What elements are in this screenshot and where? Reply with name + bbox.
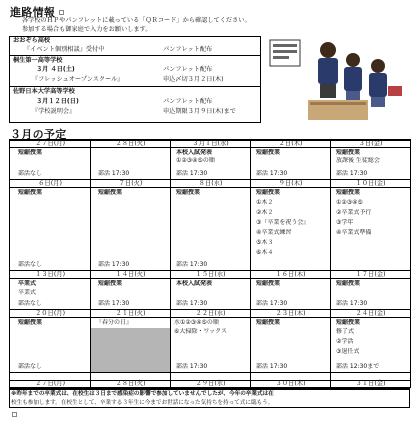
sano-deadline: 申込期限３月９日(木)まで bbox=[163, 108, 236, 115]
date-header: １７日(金) bbox=[355, 271, 386, 278]
date-header: ３０日(木) bbox=[275, 380, 306, 387]
schedule-cell-text: ④卒業式練習 bbox=[256, 229, 292, 236]
schedule-cell-text: 部活なし bbox=[18, 300, 43, 307]
schedule-cell-text: 短縮授業 bbox=[336, 319, 361, 326]
schedule-cell-text: 短縮授業 bbox=[336, 189, 361, 196]
sano-pamphlet: パンフレット配布 bbox=[163, 98, 213, 105]
schedule-cell-text: ②卒業式予行 bbox=[336, 209, 372, 216]
date-header: ２９日(水) bbox=[195, 380, 226, 387]
kiryu-pamphlet: パンフレット配布 bbox=[163, 66, 213, 73]
schedule-cell-text: 部活なし bbox=[18, 170, 43, 177]
schedule-cell-text: 短縮授業 bbox=[256, 149, 281, 156]
schedule-cell-text: 短縮授業 bbox=[18, 149, 43, 156]
schedule-cell-text: 部活 17:30 bbox=[98, 170, 130, 177]
schedule-cell-text: 水①②③④⑤の順 bbox=[174, 319, 219, 326]
holiday-shade bbox=[91, 328, 170, 372]
date-header: ２８日(火) bbox=[115, 140, 146, 147]
schedule-cell-text: ②学活 bbox=[336, 338, 354, 345]
date-header: ２２日(水) bbox=[195, 310, 226, 317]
schedule-cell-text: 部活なし bbox=[18, 363, 43, 370]
oozora-event: 『イベント個別相談』受付中 bbox=[24, 46, 105, 53]
schedule-cell-text: ⑤木３ bbox=[256, 239, 274, 246]
schedule-cell-text: ③退任式 bbox=[336, 348, 360, 355]
schedule-cell-text: ①②③④⑤ bbox=[336, 199, 363, 206]
date-header: １５日(水) bbox=[195, 271, 226, 278]
schedule-cell-text: 短縮授業 bbox=[18, 319, 43, 326]
school-name-oozora: おおぞら高校 bbox=[13, 37, 51, 44]
schedule-cell-text: 修了式 bbox=[336, 328, 355, 335]
schedule-cell-text: 部活なし bbox=[18, 261, 43, 268]
section-title-career: 進路情報 bbox=[10, 6, 56, 19]
anchor-mark-icon bbox=[59, 10, 64, 15]
schedule-cell-text: 短縮授業 bbox=[256, 280, 281, 287]
schedule-cell-text: 本校入試発表 bbox=[176, 149, 213, 156]
schedule-cell-text: 短縮授業 bbox=[98, 189, 123, 196]
schedule-cell-text: 短縮授業 bbox=[18, 189, 43, 196]
schedule-cell-text: 卒業式 bbox=[18, 280, 37, 287]
date-header: １４日(火) bbox=[115, 271, 146, 278]
schedule-cell-text: 部活 17:30 bbox=[176, 300, 208, 307]
schedule-cell-text: 短縮授業 bbox=[256, 319, 281, 326]
schedule-cell-text: 短縮授業 bbox=[98, 280, 123, 287]
schedule-cell-text: 卒業式 bbox=[18, 289, 37, 296]
schedule-cell-text: 部活 17:30 bbox=[256, 300, 288, 307]
paragraph-mark-icon bbox=[12, 412, 17, 417]
date-header: ２３日(木) bbox=[275, 310, 306, 317]
schedule-cell-text: 部活 17:30 bbox=[176, 261, 208, 268]
schedule-cell-text: 部活 12:30まで bbox=[336, 363, 380, 370]
schedule-cell-text: 短縮授業 bbox=[256, 189, 281, 196]
school-name-sano: 佐野日本大学高等学校 bbox=[13, 88, 75, 95]
date-header: ８日(水) bbox=[198, 180, 223, 187]
sano-date: ３月１２日(日) bbox=[36, 98, 79, 105]
date-header: ９日(木) bbox=[278, 180, 303, 187]
oozora-pamphlet: パンフレット配布 bbox=[163, 46, 213, 53]
schedule-cell-text: 部活 17:30 bbox=[98, 300, 130, 307]
date-header: １６日(木) bbox=[275, 271, 306, 278]
schedule-cell-text: 本校入試発表 bbox=[176, 280, 213, 287]
date-header: ２７日(月) bbox=[34, 380, 66, 387]
schedule-cell-text: 部活 17:30 bbox=[176, 363, 208, 370]
school-name-kiryu: 桐生第一高等学校 bbox=[13, 57, 63, 64]
date-header: ７日(火) bbox=[118, 180, 143, 187]
footer-note-line-1: ※昨年までの卒業式は、在校生は３日まで感染症の影響で参加していませんでしたが、今年の卒業式は在 bbox=[11, 391, 274, 397]
schedule-cell-text: 部活 17:30 bbox=[256, 170, 288, 177]
intro-line-1: 各学校のＨＰやパンフレットに載っている「ＱＲコード」から確認してください。 bbox=[22, 17, 251, 24]
schedule-cell-text: 放課後 生徒総会 bbox=[336, 157, 380, 164]
schedule-cell-text: ④卒業式準備 bbox=[336, 229, 372, 236]
schedule-cell-text: 部活 17:30 bbox=[336, 170, 368, 177]
date-header: ３日(金) bbox=[358, 140, 383, 147]
schedule-cell-text: 短縮授業 bbox=[176, 189, 201, 196]
date-header: ３１日(金) bbox=[355, 380, 386, 387]
kiryu-date: ３月 ４日(土) bbox=[36, 66, 75, 73]
schedule-cell-text: ②木２ bbox=[256, 209, 274, 216]
kiryu-deadline: 申込〆切３月２日(木) bbox=[163, 76, 224, 83]
kiryu-event: 『フレッシュオープンスクール』 bbox=[32, 76, 124, 83]
schedule-cell-text: 部活 17:30 bbox=[98, 261, 130, 268]
date-header: ２７日(月) bbox=[34, 140, 66, 147]
date-header: １３日(月) bbox=[34, 271, 66, 278]
schedule-cell-text: 短縮授業 bbox=[336, 280, 361, 287]
schedule-cell-text: ①木２ bbox=[256, 199, 274, 206]
sano-event: 『学校説明会』 bbox=[32, 108, 76, 115]
holiday-label: 『春分の日』 bbox=[96, 319, 133, 326]
intro-line-2: 参加する場合も御家庭で入力をお願いします。 bbox=[22, 26, 152, 33]
date-header: ２４日(金) bbox=[355, 310, 386, 317]
schedule-cell-text: 短縮授業 bbox=[336, 149, 361, 156]
schedule-cell-text: ③学年 bbox=[336, 219, 354, 226]
footer-note-line-2: 校生も参加します。在校生として、卒業する３年生に今までお世話になった気持ちを持って式に臨もう。 bbox=[11, 400, 274, 406]
schedule-cell-text: ⑥大掃除・ワックス bbox=[174, 328, 228, 335]
date-header: ２０日(月) bbox=[34, 310, 66, 317]
students-illustration bbox=[268, 36, 410, 128]
schedule-cell-text: ③『卒業を祝う会』 bbox=[256, 219, 310, 226]
schedule-cell-text: 部活 17:30 bbox=[336, 300, 368, 307]
date-header: ６日(月) bbox=[38, 180, 62, 187]
date-header: ２１日(火) bbox=[115, 310, 146, 317]
schedule-cell-text: 部活 17:30 bbox=[256, 363, 288, 370]
date-header: ２８日(火) bbox=[115, 380, 146, 387]
date-header: １０日(金) bbox=[355, 180, 386, 187]
schedule-cell-text: ①②③④⑤の順 bbox=[176, 157, 215, 164]
date-header: ３月１日(水) bbox=[192, 140, 229, 147]
section-title-schedule: ３月の予定 bbox=[10, 128, 67, 141]
schedule-cell-text: 部活 17:30 bbox=[176, 170, 208, 177]
schedule-cell-text: ⑥木４ bbox=[256, 249, 274, 256]
date-header: ２日(木) bbox=[278, 140, 303, 147]
